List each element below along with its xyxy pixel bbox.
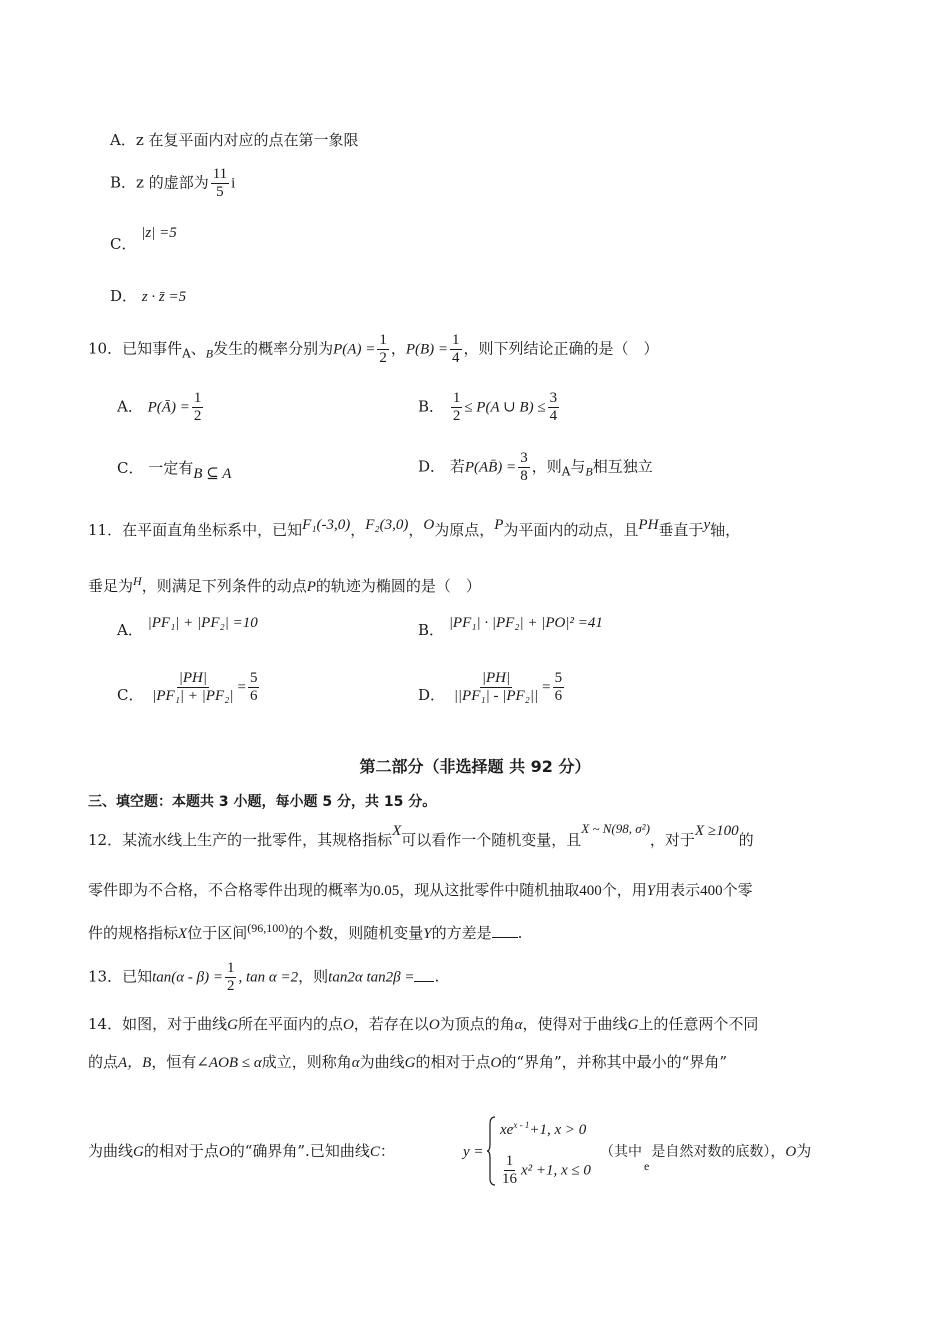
q10-c-pre: 一定有 [148, 459, 194, 477]
q10-d-b: B [585, 464, 593, 479]
q12-l2-mid: ，现从这批零件中随机抽取 [399, 881, 580, 899]
q10-stem-post: ，则下列结论正确的是（ ） [463, 339, 659, 358]
q14-o4: O [218, 1144, 230, 1160]
q9-b-den: 5 [216, 184, 224, 200]
q11-stem2-post: 的轨迹为椭圆的是（ ） [315, 577, 481, 595]
q14-e: e [644, 1159, 650, 1173]
q10-a-den: 2 [193, 408, 202, 424]
q14-l3-post: ， [770, 1142, 786, 1160]
q13-num: 1 [226, 960, 235, 976]
q10-option-d [418, 450, 653, 485]
q12-l1-post: 的 [738, 831, 754, 849]
q13-answer-blank[interactable] [414, 967, 434, 982]
q14-g3: G [404, 1055, 416, 1071]
q14-line3 [88, 1139, 395, 1164]
q10-d-num: 3 [520, 450, 528, 466]
q13-pre: 13．已知 [88, 967, 153, 986]
q14-l3-end: 为 [796, 1142, 812, 1160]
q14-case1-sup: x - 1 [513, 1120, 530, 1130]
q14-case1-expr: xe [500, 1122, 514, 1138]
q10-option-b [418, 390, 561, 425]
q10-a-expr: P(Ā) = [147, 399, 190, 416]
q11-f1: F₁(-3,0) [302, 517, 351, 533]
q11-o: O [423, 517, 435, 533]
q11-option-b [418, 610, 603, 639]
q10-d-pre: 若 [449, 457, 465, 476]
q14-case2-den: 16 [502, 1171, 517, 1187]
q12-cond: X ≥100 [694, 823, 739, 839]
q14-l1-pre: 14．如图，对于曲线 [88, 1015, 228, 1033]
q14-l2-mid3: 为曲线 [359, 1053, 405, 1071]
q13-end: . [434, 967, 440, 986]
q12-l3-mid2: 的个数，则随机变量 [288, 924, 424, 942]
q11-h: H [133, 574, 142, 588]
q14-line1 [88, 1012, 758, 1037]
q10-pb-den: 4 [452, 350, 460, 366]
q11-c-rfrac [248, 670, 260, 705]
q14-l3-mid: 的相对于点 [143, 1142, 219, 1160]
q11-d-rden: 6 [554, 688, 563, 704]
q9-d-label: D． [110, 287, 138, 305]
q14-o2: O [428, 1017, 440, 1033]
q11-d-rnum: 5 [554, 670, 563, 686]
q11-d-rfrac [553, 670, 565, 705]
q14-line3-tail [600, 1139, 812, 1173]
q13-frac [225, 960, 237, 995]
q13-den: 2 [226, 978, 235, 994]
q11-p2: P [306, 579, 316, 595]
q14-l2-mid2: 成立，则称角 [261, 1053, 352, 1071]
q14-y-eq [463, 1139, 484, 1164]
q11-f2: F₂(3,0) [365, 517, 409, 533]
q14-o3: O [490, 1055, 502, 1071]
q14-case1 [500, 1113, 586, 1142]
q12-prob: 0.05 [373, 883, 400, 899]
q10-option-a [117, 390, 205, 425]
q13-expr2: , tan α =2 [238, 969, 299, 986]
q14-l2-mid4: 的相对于点 [415, 1053, 491, 1071]
q10-a-frac [192, 390, 204, 425]
q10-d-frac [518, 450, 530, 485]
q14-l3-colon: ： [379, 1142, 395, 1160]
q9-b-label: B． [110, 173, 137, 192]
q14-line2 [88, 1050, 727, 1075]
q10-b-den1: 2 [452, 408, 461, 424]
q13-mid: ，则 [298, 967, 329, 986]
q12-y: Y [646, 883, 656, 899]
q12-answer-blank[interactable] [492, 923, 518, 938]
q14-l3-mid2: 的“确界角”.已知曲线 [229, 1142, 370, 1160]
q9-option-d [110, 284, 186, 309]
q14-l1-mid2: ，若存在以 [353, 1015, 429, 1033]
q10-pa-den: 2 [379, 350, 387, 366]
q13-expr3: tan2α tan2β = [328, 969, 415, 986]
q12-l2-post: 个零 [722, 881, 753, 899]
q14-l2-mid: ，恒有 [151, 1053, 197, 1071]
q11-stem1-mid1: 为原点， [434, 521, 495, 539]
q11-option-a [117, 610, 258, 639]
q14-o1: O [342, 1017, 354, 1033]
q12-line2 [88, 878, 753, 903]
q11-a-label: A． [117, 621, 143, 639]
q10-sep: 、 [190, 339, 206, 358]
q11-stem1-pre: 11．在平面直角坐标系中，已知 [88, 521, 303, 539]
q11-a-expr: |PF₁| + |PF₂| =10 [147, 615, 258, 631]
q11-stem1-post: 轴， [710, 521, 741, 539]
q9-b-pre: z 的虚部为 [136, 173, 209, 192]
left-brace-icon [486, 1116, 496, 1186]
q12-l1-pre: 12．某流水线上生产的一批零件，其规格指标 [88, 831, 393, 849]
q14-case2-tail: x² +1, x ≤ 0 [521, 1162, 591, 1179]
q9-c-expr: |z| =5 [141, 225, 177, 241]
q10-c-label: C． [117, 459, 144, 477]
q14-case2-num: 1 [505, 1153, 514, 1169]
q14-c: C [369, 1144, 380, 1160]
q12-l2-mid2: 个，用 [601, 881, 647, 899]
q12-line3 [88, 916, 522, 946]
q12-y2: Y [423, 926, 432, 942]
q10-option-c [117, 456, 231, 481]
q13-expr1: tan(α - β) = [152, 969, 223, 986]
q9-c-label: C． [110, 235, 137, 253]
q9-a-label: A． [110, 131, 136, 149]
q14-angle: ∠AOB ≤ α [196, 1055, 262, 1071]
q13-line [88, 960, 439, 995]
q11-c-num: |PH| [178, 670, 207, 686]
q12-n1: 400 [579, 883, 602, 899]
q12-l1-mid2: ，对于 [649, 831, 695, 849]
q11-d-num: |PH| [481, 670, 511, 686]
q14-l1-mid3: 为顶点的角 [439, 1015, 515, 1033]
q11-y: y [703, 517, 711, 533]
q10-a-num: 1 [193, 390, 202, 406]
q10-b-num1: 1 [452, 390, 461, 406]
q10-d-den: 8 [520, 468, 528, 484]
q10-pb-num: 1 [452, 332, 460, 348]
q10-b-mid: ≤ P(A ∪ B) ≤ [464, 399, 546, 416]
q9-b-post: i [231, 175, 236, 192]
q14-o5: O [785, 1144, 797, 1160]
q14-l1-mid4: ，使得对于曲线 [522, 1015, 628, 1033]
q10-d-expr: P(AB̄) = [464, 459, 517, 476]
q14-l3-mid3: （其中 [600, 1144, 642, 1160]
q14-l1-post: 上的任意两个不同 [638, 1015, 759, 1033]
q10-event-b: B [205, 346, 214, 361]
q10-d-mid: 与 [570, 457, 586, 476]
q11-option-d [418, 670, 566, 705]
q11-c1: ， [350, 521, 366, 539]
q14-case1-tail: +1, x > 0 [529, 1122, 587, 1138]
q12-line1 [88, 821, 754, 853]
section3-title: 三、填空题：本题共 3 小题，每小题 5 分，共 15 分。 [88, 794, 437, 810]
q14-case2-frac [500, 1153, 519, 1188]
q11-option-c [117, 670, 261, 705]
q11-c2: ， [408, 521, 424, 539]
q14-g4: G [133, 1144, 144, 1160]
q10-d-post1: ，则 [531, 457, 562, 476]
q10-pb: P(B) = [405, 341, 449, 358]
q11-d-eq: = [542, 679, 551, 696]
q9-b-num: 11 [212, 166, 228, 182]
q10-pb-frac [450, 332, 462, 367]
q10-c-expr: B ⊆ A [193, 466, 232, 482]
q14-case2 [498, 1153, 591, 1188]
q14-alpha1: α [514, 1017, 523, 1033]
q10-pa-num: 1 [379, 332, 387, 348]
q11-d-den: ||PF₁| - |PF₂|| [453, 688, 539, 704]
q12-interval: (96,100) [247, 921, 289, 935]
q14-g2: G [627, 1017, 639, 1033]
q10-b-label: B． [418, 397, 445, 416]
part2-title: 第二部分（非选择题 共 92 分） [359, 757, 591, 776]
q10-d-label: D． [418, 457, 446, 476]
q9-b-fraction [211, 166, 229, 201]
q14-brace [486, 1116, 496, 1186]
q11-c-label: C． [117, 685, 144, 704]
q11-c-frac [150, 670, 235, 705]
q14-l3-mid4: 是自然对数的底数） [651, 1144, 771, 1160]
q10-d-a: A [561, 464, 571, 479]
q12-l3-end: . [517, 924, 523, 942]
q12-l2-mid3: 用表示 [655, 881, 701, 899]
q11-stem1-mid3: 垂直于 [658, 521, 704, 539]
q11-stem-line1 [88, 518, 740, 543]
q11-b-expr: |PF₁| · |PF₂| + |PO|² =41 [448, 615, 603, 631]
q11-c-eq: = [237, 679, 246, 696]
q12-n2: 400 [700, 883, 723, 899]
q10-b-num2: 3 [549, 390, 558, 406]
q12-l3-mid: 位于区间 [187, 924, 248, 942]
q9-a-text: z 在复平面内对应的点在第一象限 [135, 131, 359, 149]
q10-pa: P(A) = [333, 341, 376, 358]
q9-option-b [110, 166, 235, 201]
q10-a-label: A． [117, 397, 143, 416]
q12-x2: X [178, 926, 188, 942]
q10-b-den2: 4 [549, 408, 558, 424]
q11-d-label: D． [418, 685, 446, 704]
q11-c-rden: 6 [249, 688, 258, 704]
q14-g1: G [227, 1017, 238, 1033]
q10-event-a: A [182, 346, 191, 361]
q10-b-frac2 [548, 390, 560, 425]
q11-stem2-pre: 垂足为 [88, 577, 134, 595]
q10-stem-pre: 10．已知事件 [88, 339, 183, 358]
q11-ph: PH [638, 517, 659, 533]
q14-y-eq-text: y = [463, 1144, 484, 1160]
q11-stem-line2 [88, 569, 481, 599]
q10-comma: ， [390, 339, 406, 358]
q12-l2-pre: 零件即为不合格，不合格零件出现的概率为 [88, 881, 374, 899]
q11-c-rnum: 5 [249, 670, 258, 686]
q14-l1-mid: 所在平面内的点 [237, 1015, 343, 1033]
q14-l2-post: 的“界角”，并称其中最小的“界角” [501, 1053, 727, 1071]
q9-option-c [110, 225, 177, 257]
q12-l1-mid: 可以看作一个随机变量，且 [401, 831, 582, 849]
q10-b-frac1 [451, 390, 463, 425]
q12-dist: X ~ N(98, σ²) [581, 821, 650, 836]
q9-option-a [110, 128, 359, 152]
q14-alpha2: α [351, 1055, 360, 1071]
q10-stem-mid: 发生的概率分别为 [213, 339, 334, 358]
q11-stem1-mid2: 为平面内的动点，且 [503, 521, 639, 539]
q10-d-post2: 相互独立 [592, 457, 653, 476]
q11-stem2-mid: ，则满足下列条件的动点 [141, 577, 307, 595]
q14-ab: A，B [118, 1055, 152, 1071]
q11-d-frac [452, 670, 540, 705]
q11-p: P [494, 517, 504, 533]
q14-l3-pre: 为曲线 [88, 1142, 134, 1160]
q11-c-den: |PF₁| + |PF₂| [152, 688, 234, 704]
q9-d-expr: z · z̄ =5 [141, 289, 187, 305]
q11-b-label: B． [418, 621, 445, 639]
q12-l3-post: 的方差是 [431, 924, 492, 942]
q10-stem [88, 332, 659, 367]
q12-x: X [392, 823, 402, 839]
q10-pa-frac [377, 332, 389, 367]
q14-l2-pre: 的点 [88, 1053, 119, 1071]
q12-l3-pre: 件的规格指标 [88, 924, 179, 942]
